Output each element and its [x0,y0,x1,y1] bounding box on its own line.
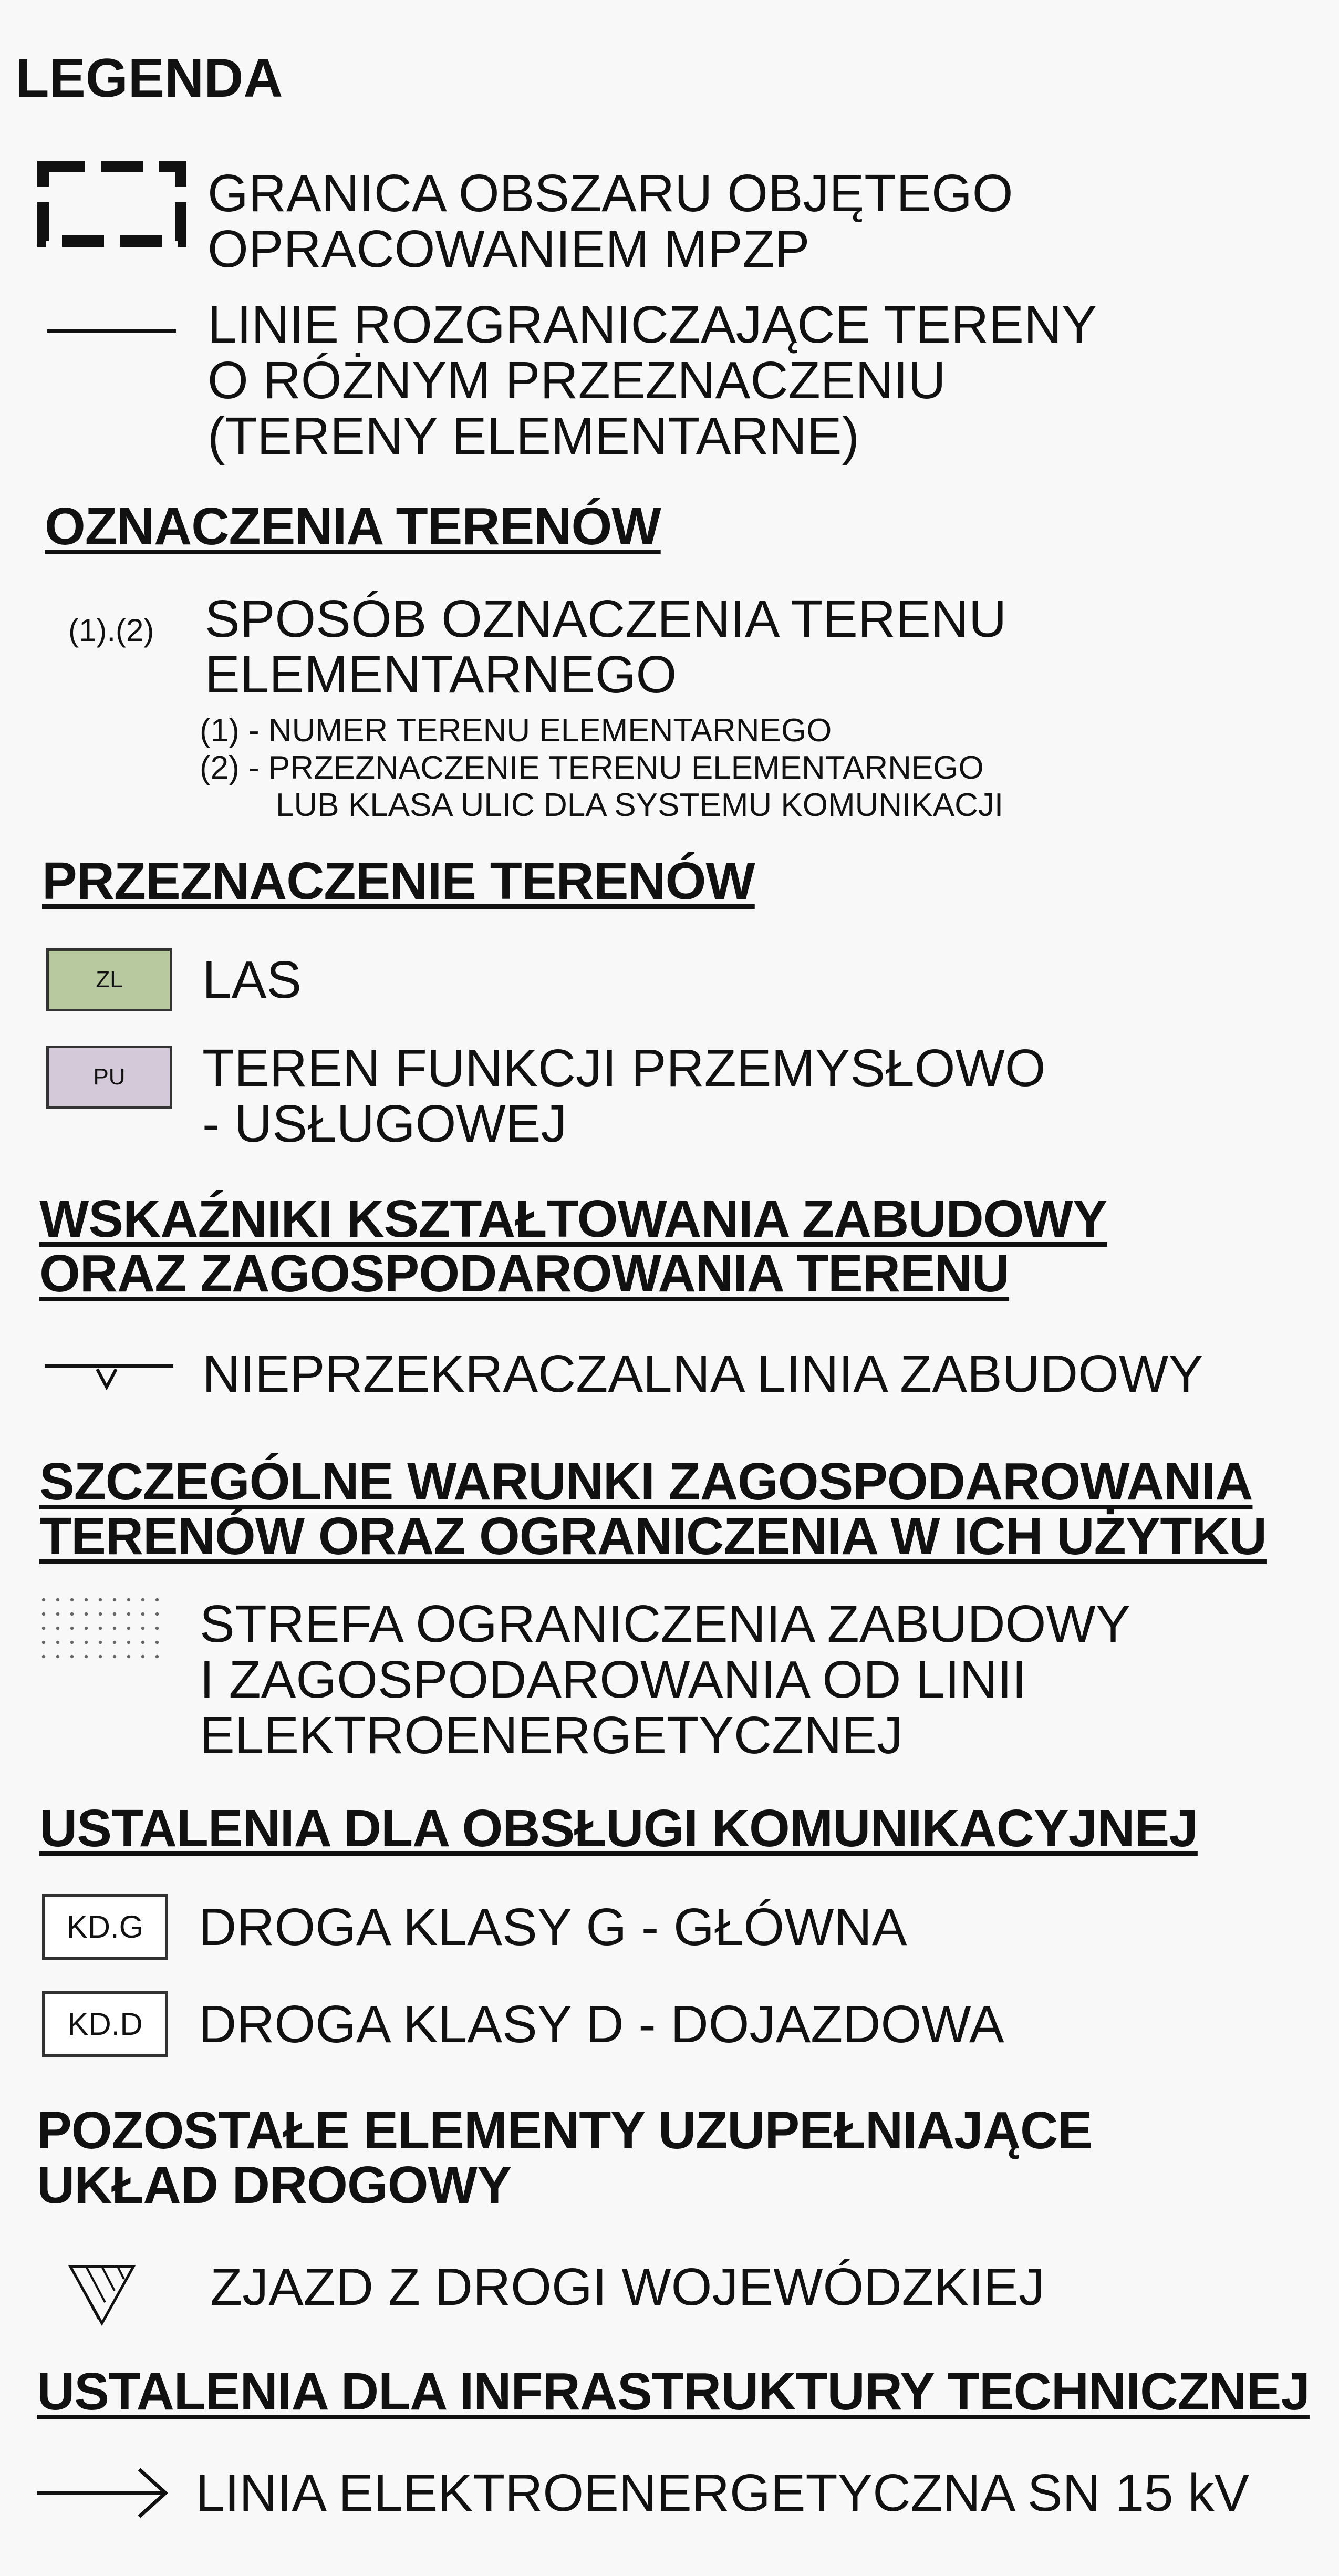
marking-note-1: (1) - NUMER TERENU ELEMENTARNEGO [200,712,832,749]
boundary-label [207,165,1013,277]
section-heading-indicators-line2: ORAZ ZAGOSPODAROWANIA TERENU [39,1244,1010,1303]
land-use-code-zl: ZL [96,967,123,992]
road-class-g-code: KD.G [66,1909,144,1944]
marking-note-2: (2) - PRZEZNACZENIE TERENU ELEMENTARNEGO [200,750,984,786]
power-line-label: LINIA ELEKTROENERGETYCZNA SN 15 kV [195,2464,1250,2522]
marking-notes [200,712,1003,824]
section-heading-other-road [37,2101,1092,2215]
section-heading-conditions [39,1454,1267,1564]
section-heading-other-road-line1: POZOSTAŁE ELEMENTY UZUPEŁNIAJĄCE [37,2101,1092,2160]
marking-note-3: LUB KLASA ULIC DLA SYSTEMU KOMUNIKACJI [276,787,1004,823]
power-line-zone-line1: STREFA OGRANICZENIA ZABUDOWY [200,1595,1131,1653]
section-heading-indicators [39,1189,1107,1303]
marking-method-label [205,591,1006,702]
land-use-swatch-forest [46,948,172,1011]
land-use-code-pu: PU [93,1064,126,1090]
dividing-line-symbol [47,326,179,336]
marking-method-line1: SPOSÓB OZNACZENIA TERENU [205,589,1007,648]
boundary-label-line2: OPRACOWANIEM MPZP [207,220,810,278]
dividing-lines-label-line2: O RÓŻNYM PRZEZNACZENIU [207,351,946,410]
power-line-arrow-icon [37,2464,173,2522]
power-line-zone-line3: ELEKTROENERGETYCZNEJ [200,1706,904,1765]
plan-boundary-symbol [37,160,189,250]
land-use-swatch-industrial [46,1046,172,1109]
power-line-zone-symbol [41,1597,172,1660]
land-use-label-forest: LAS [202,950,302,1009]
power-line-zone-label [200,1596,1130,1763]
road-class-d-box [42,1991,168,2057]
road-exit-label: ZJAZD Z DROGI WOJEWÓDZKIEJ [210,2258,1045,2316]
road-class-g-box [42,1894,168,1960]
section-heading-infrastructure: USTALENIA DLA INFRASTRUKTURY TECHNICZNEJ [37,2362,1310,2421]
section-heading-conditions-line2: TERENÓW ORAZ OGRANICZENIA W ICH UŻYTKU [39,1507,1267,1566]
boundary-label-line1: GRANICA OBSZARU OBJĘTEGO [207,164,1013,223]
building-line-symbol [45,1361,176,1398]
marking-method-line2: ELEMENTARNEGO [205,645,677,704]
section-heading-conditions-line1: SZCZEGÓLNE WARUNKI ZAGOSPODAROWANIA [39,1452,1253,1511]
road-class-g-label: DROGA KLASY G - GŁÓWNA [199,1898,907,1957]
section-heading-indicators-line1: WSKAŹNIKI KSZTAŁTOWANIA ZABUDOWY [39,1189,1107,1248]
building-line-label: NIEPRZEKRACZALNA LINIA ZABUDOWY [202,1344,1203,1403]
road-class-d-code: KD.D [67,2006,143,2042]
power-line-zone-line2: I ZAGOSPODAROWANIA OD LINII [200,1650,1027,1709]
section-heading-other-road-line2: UKŁAD DROGOWY [37,2156,512,2215]
legend-title: LEGENDA [16,48,283,109]
section-heading-land-use: PRZEZNACZENIE TERENÓW [42,852,755,911]
land-use-label-industrial-line2: - USŁUGOWEJ [202,1094,567,1153]
dividing-lines-label [207,297,1097,464]
section-heading-markings: OZNACZENIA TERENÓW [45,497,661,556]
land-use-label-industrial-line1: TEREN FUNKCJI PRZEMYSŁOWO [202,1039,1046,1098]
road-exit-symbol [68,2264,137,2327]
land-use-label-industrial [202,1040,1046,1152]
road-class-d-label: DROGA KLASY D - DOJAZDOWA [199,1995,1004,2054]
marking-code-example: (1).(2) [68,613,154,648]
dividing-lines-label-line3: (TERENY ELEMENTARNE) [207,407,859,465]
dividing-lines-label-line1: LINIE ROZGRANICZAJĄCE TERENY [207,295,1097,354]
section-heading-communication: USTALENIA DLA OBSŁUGI KOMUNIKACYJNEJ [39,1799,1198,1858]
